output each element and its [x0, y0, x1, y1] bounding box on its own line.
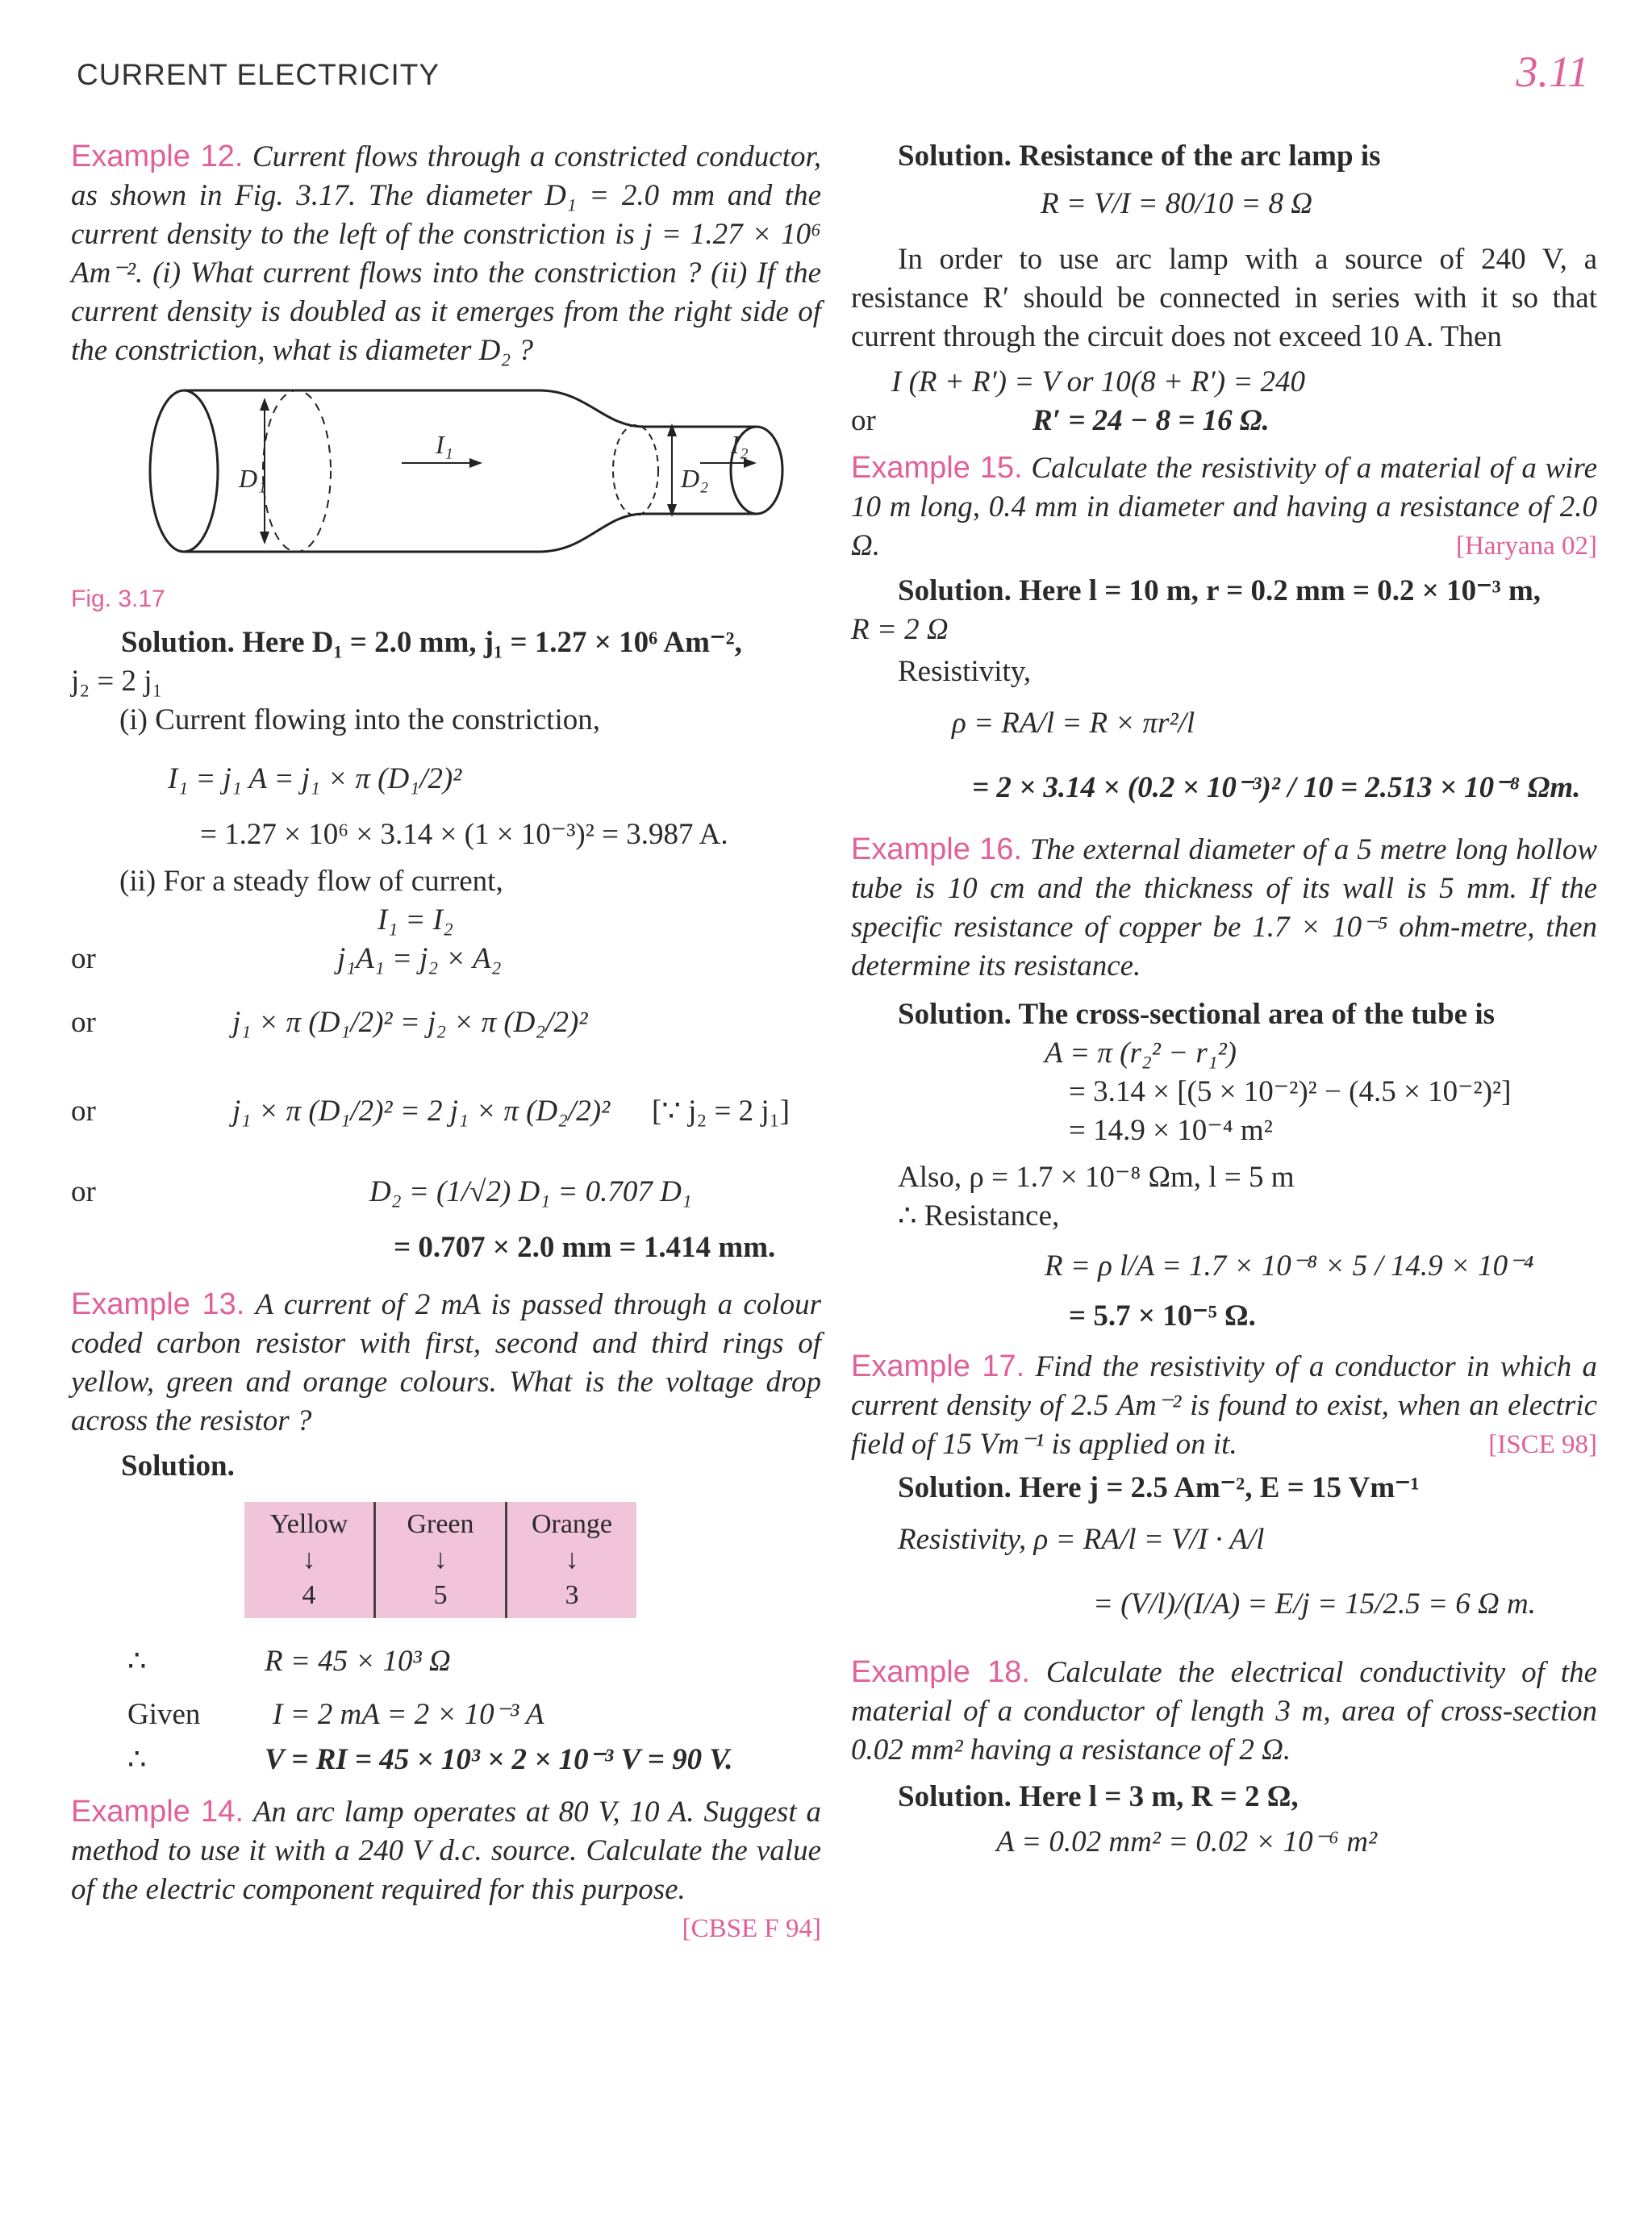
source-tag: [Haryana 02]: [1456, 532, 1597, 561]
equation: I₁ = j₁ A = j₁ × π (D₁/2)²: [168, 762, 462, 795]
example-tag: Example 12.: [71, 140, 244, 173]
example-text: Calculate the electrical conductivity of the material of a conductor of length 3 m, area of cross-section 0.02 mm² having a resistance of 2 Ω.: [851, 1656, 1597, 1767]
equation-row: [71, 1067, 821, 1156]
equation-result: = 2 × 3.14 × (0.2 × 10⁻³)² / 10 = 2.513 × 10⁻⁸ Ωm.: [972, 771, 1581, 804]
equation: D₂ = (1/√2) D₁ = 0.707 D₁: [369, 1175, 692, 1208]
color-code-table: [244, 1502, 636, 1618]
solution-line: Solution. Resistance of the arc lamp is: [898, 140, 1381, 173]
chapter-title: CURRENT ELECTRICITY: [77, 58, 440, 91]
example-tag: Example 16.: [851, 832, 1022, 866]
equation: j₁ × π (D₁/2)² = 2 j₁ × π (D₂/2)²: [232, 1095, 611, 1128]
equation: A = π (r₂² − r₁²): [1045, 1037, 1237, 1070]
example-tag: Example 18.: [851, 1655, 1030, 1689]
equation-row: [71, 940, 821, 978]
label-i2: I₂: [731, 430, 749, 459]
equation: I = 2 mA = 2 × 10⁻³ A: [273, 1698, 544, 1731]
solution-line: Solution. Here l = 3 m, R = 2 Ω,: [898, 1780, 1299, 1813]
solution-line: R = 2 Ω: [851, 613, 949, 646]
page-number: 3.11: [1516, 48, 1589, 96]
example-tag: Example 15.: [851, 451, 1023, 485]
equation: Resistivity, ρ = RA/l = V/I · A/l: [898, 1523, 1265, 1556]
or-label: or: [71, 1175, 96, 1208]
figure-caption: Fig. 3.17: [71, 586, 165, 612]
example-17: [851, 1347, 1597, 1464]
solution-label: Solution.: [121, 1450, 235, 1483]
given-label: Given: [127, 1698, 201, 1731]
equation-row: [851, 402, 1597, 444]
equation-note: [∵ j₂ = 2 j₁]: [652, 1095, 790, 1128]
or-label: or: [851, 404, 876, 437]
source-tag: [ISCE 98]: [1488, 1430, 1597, 1459]
or-label: or: [71, 1006, 96, 1039]
left-column: [71, 137, 821, 1948]
solution-paragraph: In order to use arc lamp with a source of 240 V, a resistance R′ should be connected in series with it so that current through the circuit does not exceed 10 A. Then: [851, 243, 1597, 353]
equation: j₁A₁ = j₂ × A₂: [337, 942, 502, 975]
solution-line: j₂ = 2 j₁: [71, 665, 163, 698]
equation-row: [71, 1696, 821, 1741]
color-cell: Green ↓ 5: [375, 1502, 507, 1618]
solution-line: ∴ Resistance,: [898, 1199, 1060, 1233]
example-18: [851, 1653, 1597, 1770]
equation-result: = (V/l)/(I/A) = E/j = 15/2.5 = 6 Ω m.: [1093, 1587, 1536, 1621]
equation: Also, ρ = 1.7 × 10⁻⁸ Ωm, l = 5 m: [898, 1161, 1295, 1194]
equation: = 3.14 × [(5 × 10⁻²)² − (4.5 × 10⁻²)²]: [1069, 1075, 1512, 1108]
equation: I (R + R′) = V or 10(8 + R′) = 240: [891, 365, 1306, 398]
equation: R = V/I = 80/10 = 8 Ω: [1041, 187, 1312, 220]
example-13: [71, 1285, 821, 1441]
therefore-symbol: ∴: [127, 1645, 147, 1678]
example-text: A current of 2 mA is passed through a colour coded carbon resistor with first, second and third rings of yellow, green and orange colours. What is the voltage drop across the resistor ?: [71, 1288, 821, 1437]
equation: j₁ × π (D₁/2)² = j₂ × π (D₂/2)²: [232, 1006, 588, 1039]
color-cell: Orange ↓ 3: [507, 1502, 637, 1618]
solution-line: Resistivity,: [898, 655, 1032, 688]
equation: A = 0.02 mm² = 0.02 × 10⁻⁶ m²: [996, 1825, 1378, 1858]
example-14: [71, 1792, 822, 1943]
solution-line: (ii) For a steady flow of current,: [119, 865, 503, 898]
solution-line: Solution. Here l = 10 m, r = 0.2 mm = 0.2 × 10⁻³ m,: [898, 574, 1541, 607]
example-text: The external diameter of a 5 metre long hollow tube is 10 cm and the thickness of its wall is 5 mm. If the specific resistance of copper be 1.7 × 10⁻⁵ ohm-metre, then determine its resistance.: [851, 833, 1597, 982]
equation-row: [71, 1741, 821, 1786]
solution-12: [71, 624, 821, 662]
equation: R = ρ l/A = 1.7 × 10⁻⁸ × 5 / 14.9 × 10⁻⁴: [1045, 1249, 1534, 1283]
example-text: Find the resistivity of a conductor in which a current density of 2.5 Am⁻² is found to exist, when an electric field of 15 Vm⁻¹ is applied on it.: [851, 1350, 1597, 1461]
equation-row: [71, 1156, 821, 1228]
equation-result: V = RI = 45 × 10³ × 2 × 10⁻³ V = 90 V.: [265, 1743, 733, 1776]
solution-line: Solution. Here j = 2.5 Am⁻², E = 15 Vm⁻¹: [898, 1471, 1420, 1504]
equation: R = 45 × 10³ Ω: [265, 1645, 451, 1678]
therefore-symbol: ∴: [127, 1743, 147, 1776]
solution-line: (i) Current flowing into the constriction,: [119, 703, 600, 736]
or-label: or: [71, 942, 96, 975]
color-cell: Yellow ↓ 4: [269, 1509, 348, 1610]
equation-result: = 0.707 × 2.0 mm = 1.414 mm.: [394, 1231, 776, 1264]
figure-constricted-conductor: [136, 378, 845, 580]
example-12: [71, 137, 821, 370]
example-text: Current flows through a constricted conductor, as shown in Fig. 3.17. The diameter D₁ = 2.0 mm and the current density to the left of the constriction is j = 1.27 × 10⁶ Am⁻². (i) What current flows into the constriction ? (ii) If the current density is doubled as it emerges from the right side of the constriction, what is diameter D₂ ?: [71, 140, 822, 367]
equation: = 14.9 × 10⁻⁴ m²: [1069, 1114, 1273, 1147]
equation-result: = 5.7 × 10⁻⁵ Ω.: [1069, 1299, 1256, 1333]
example-tag: Example 13.: [71, 1287, 245, 1321]
example-16: [851, 830, 1597, 986]
equation-row: [71, 1642, 821, 1687]
example-text: An arc lamp operates at 80 V, 10 A. Suggest a method to use it with a 240 V d.c. source. Calculate the value of the electric component required for this purpose.: [71, 1796, 822, 1906]
label-d2: D₂: [681, 464, 709, 493]
example-tag: Example 17.: [851, 1349, 1025, 1383]
right-column: [851, 137, 1597, 1862]
example-15: [851, 448, 1597, 565]
or-label: or: [71, 1095, 96, 1128]
equation-row: [71, 978, 821, 1067]
equation-result: R′ = 24 − 8 = 16 Ω.: [1032, 404, 1270, 437]
solution-line: Solution. The cross-sectional area of the tube is: [898, 998, 1496, 1031]
solution-line: Solution. Here D₁ = 2.0 mm, j₁ = 1.27 × 10⁶ Am⁻²,: [121, 626, 742, 659]
label-d1: D₁: [239, 464, 267, 493]
example-tag: Example 14.: [71, 1795, 244, 1829]
source-tag: [CBSE F 94]: [682, 1914, 821, 1943]
example-text: Calculate the resistivity of a material of a wire 10 m long, 0.4 mm in diameter and having a resistance of 2.0 Ω.: [851, 452, 1597, 562]
label-i1: I₁: [436, 430, 453, 459]
equation: ρ = RA/l = R × πr²/l: [952, 707, 1195, 740]
equation: = 1.27 × 10⁶ × 3.14 × (1 × 10⁻³)² = 3.987 A.: [200, 818, 728, 851]
equation: I₁ = I₂: [378, 903, 453, 936]
